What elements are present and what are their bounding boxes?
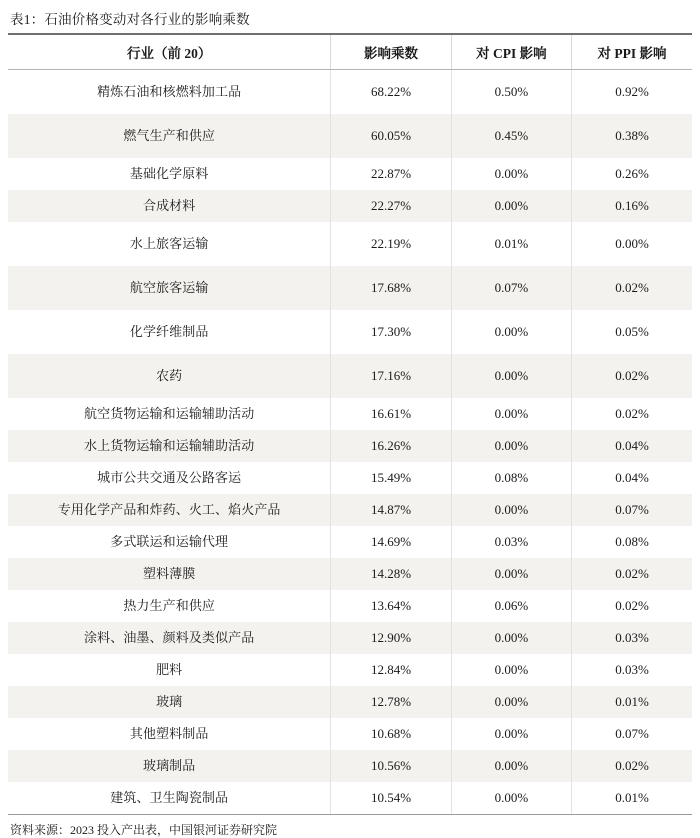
- cell-cpi-impact: 0.03%: [451, 526, 571, 558]
- cell-cpi-impact: 0.00%: [451, 158, 571, 190]
- cell-ppi-impact: 0.05%: [615, 323, 649, 339]
- cell-ppi-impact: 0.03%: [572, 622, 692, 654]
- cell-industry: 燃气生产和供应: [8, 114, 331, 158]
- table-row: [8, 686, 692, 718]
- cell-industry: 基础化学原料: [8, 158, 331, 190]
- cell-multiplier: 13.64%: [331, 590, 451, 622]
- cell-multiplier: 12.78%: [331, 686, 451, 718]
- table-row: [8, 190, 692, 222]
- cell-industry: 涂料、油墨、颜料及类似产品: [8, 622, 331, 654]
- cell-ppi-impact: 0.08%: [615, 533, 649, 549]
- cell-multiplier: 14.69%: [331, 526, 451, 558]
- table-caption: 表1：石油价格变动对各行业的影响乘数: [10, 12, 250, 27]
- cell-multiplier: 14.87%: [331, 494, 451, 526]
- cell-ppi-impact: 0.02%: [615, 597, 649, 613]
- cell-cpi-impact: 0.00%: [451, 190, 571, 222]
- cell-industry: 多式联运和运输代理: [8, 526, 331, 558]
- cell-cpi-impact: 0.00%: [451, 494, 571, 526]
- cell-cpi-impact: 0.00%: [451, 718, 571, 750]
- cell-multiplier: 10.68%: [331, 718, 451, 750]
- table-row: [8, 526, 692, 558]
- cell-industry: 肥料: [8, 654, 331, 686]
- cell-industry: 农药: [8, 354, 331, 398]
- cell-industry: 航空货物运输和运输辅助活动: [8, 398, 331, 430]
- table-body: [8, 70, 692, 815]
- cell-multiplier: 17.68%: [331, 266, 451, 310]
- cell-multiplier: 17.30%: [331, 310, 451, 354]
- cell-industry: 玻璃制品: [8, 750, 331, 782]
- table-header-row: [8, 35, 692, 70]
- cell-cpi-impact: 0.00%: [451, 622, 571, 654]
- cell-cpi-impact: 0.00%: [451, 430, 571, 462]
- impact-multiplier-table: [8, 35, 692, 814]
- cell-industry: 合成材料: [8, 190, 331, 222]
- cell-industry: 水上旅客运输: [8, 222, 331, 266]
- column-header-ppi: 对 PPI 影响: [572, 35, 692, 70]
- cell-cpi-impact: 0.06%: [451, 590, 571, 622]
- cell-cpi-impact: 0.00%: [451, 558, 571, 590]
- cell-ppi-impact: 0.02%: [572, 266, 692, 310]
- cell-cpi-impact: 0.00%: [451, 354, 571, 398]
- cell-ppi-impact: 0.02%: [572, 558, 692, 590]
- table-row: [8, 430, 692, 462]
- cell-cpi-impact: 0.01%: [451, 222, 571, 266]
- cell-ppi-impact: 0.01%: [615, 789, 649, 805]
- table-row: [8, 266, 692, 310]
- cell-ppi-impact: 0.04%: [615, 469, 649, 485]
- cell-multiplier: 16.61%: [331, 398, 451, 430]
- cell-industry: 航空旅客运输: [8, 266, 331, 310]
- table-row: [8, 558, 692, 590]
- cell-cpi-impact: 0.07%: [451, 266, 571, 310]
- cell-ppi-impact: 0.38%: [572, 114, 692, 158]
- cell-ppi-impact: 0.02%: [572, 354, 692, 398]
- cell-ppi-impact: 0.00%: [615, 235, 649, 251]
- table-row: [8, 590, 692, 622]
- cell-multiplier: 22.19%: [331, 222, 451, 266]
- cell-multiplier: 14.28%: [331, 558, 451, 590]
- table-row: [8, 354, 692, 398]
- cell-cpi-impact: 0.00%: [451, 782, 571, 814]
- cell-multiplier: 60.05%: [331, 114, 451, 158]
- column-header-industry: 行业（前 20）: [8, 35, 331, 70]
- cell-cpi-impact: 0.00%: [451, 398, 571, 430]
- cell-cpi-impact: 0.50%: [451, 70, 571, 115]
- table-row: [8, 718, 692, 750]
- cell-ppi-impact: 0.01%: [572, 686, 692, 718]
- cell-ppi-impact: 0.04%: [572, 430, 692, 462]
- cell-ppi-impact: 0.03%: [615, 661, 649, 677]
- cell-multiplier: 16.26%: [331, 430, 451, 462]
- cell-multiplier: 17.16%: [331, 354, 451, 398]
- table-row: [8, 70, 692, 115]
- cell-multiplier: 68.22%: [331, 70, 451, 115]
- column-header-multiplier: 影响乘数: [331, 35, 451, 70]
- cell-multiplier: 12.90%: [331, 622, 451, 654]
- table-row: [8, 398, 692, 430]
- cell-cpi-impact: 0.00%: [451, 750, 571, 782]
- cell-cpi-impact: 0.00%: [451, 654, 571, 686]
- cell-ppi-impact: 0.02%: [615, 405, 649, 421]
- table-row: [8, 310, 692, 354]
- cell-multiplier: 22.27%: [331, 190, 451, 222]
- cell-ppi-impact: 0.26%: [615, 165, 649, 181]
- table-row: [8, 750, 692, 782]
- cell-cpi-impact: 0.00%: [451, 310, 571, 354]
- cell-ppi-impact: 0.02%: [572, 750, 692, 782]
- cell-industry: 玻璃: [8, 686, 331, 718]
- cell-industry: 塑料薄膜: [8, 558, 331, 590]
- cell-multiplier: 12.84%: [331, 654, 451, 686]
- table-row: [8, 222, 692, 266]
- cell-ppi-impact: 0.92%: [615, 83, 649, 99]
- cell-industry: 精炼石油和核燃料加工品: [8, 70, 331, 115]
- cell-cpi-impact: 0.00%: [451, 686, 571, 718]
- cell-ppi-impact: 0.07%: [572, 494, 692, 526]
- cell-industry: 专用化学产品和炸药、火工、焰火产品: [8, 494, 331, 526]
- table-row: [8, 462, 692, 494]
- table-row: [8, 782, 692, 814]
- cell-cpi-impact: 0.08%: [451, 462, 571, 494]
- table-header: [8, 35, 692, 70]
- table-row: [8, 654, 692, 686]
- cell-industry: 化学纤维制品: [8, 310, 331, 354]
- table-source-note: 资料来源：2023 投入产出表，中国银河证券研究院: [10, 823, 278, 837]
- cell-cpi-impact: 0.45%: [451, 114, 571, 158]
- cell-multiplier: 10.56%: [331, 750, 451, 782]
- cell-multiplier: 22.87%: [331, 158, 451, 190]
- cell-multiplier: 10.54%: [331, 782, 451, 814]
- table-row: [8, 158, 692, 190]
- cell-industry: 建筑、卫生陶瓷制品: [8, 782, 331, 814]
- cell-multiplier: 15.49%: [331, 462, 451, 494]
- cell-industry: 热力生产和供应: [8, 590, 331, 622]
- cell-industry: 水上货物运输和运输辅助活动: [8, 430, 331, 462]
- table-row: [8, 494, 692, 526]
- cell-industry: 其他塑料制品: [8, 718, 331, 750]
- table-row: [8, 622, 692, 654]
- cell-industry: 城市公共交通及公路客运: [8, 462, 331, 494]
- cell-ppi-impact: 0.07%: [615, 725, 649, 741]
- column-header-cpi: 对 CPI 影响: [451, 35, 571, 70]
- cell-ppi-impact: 0.16%: [572, 190, 692, 222]
- table-row: [8, 114, 692, 158]
